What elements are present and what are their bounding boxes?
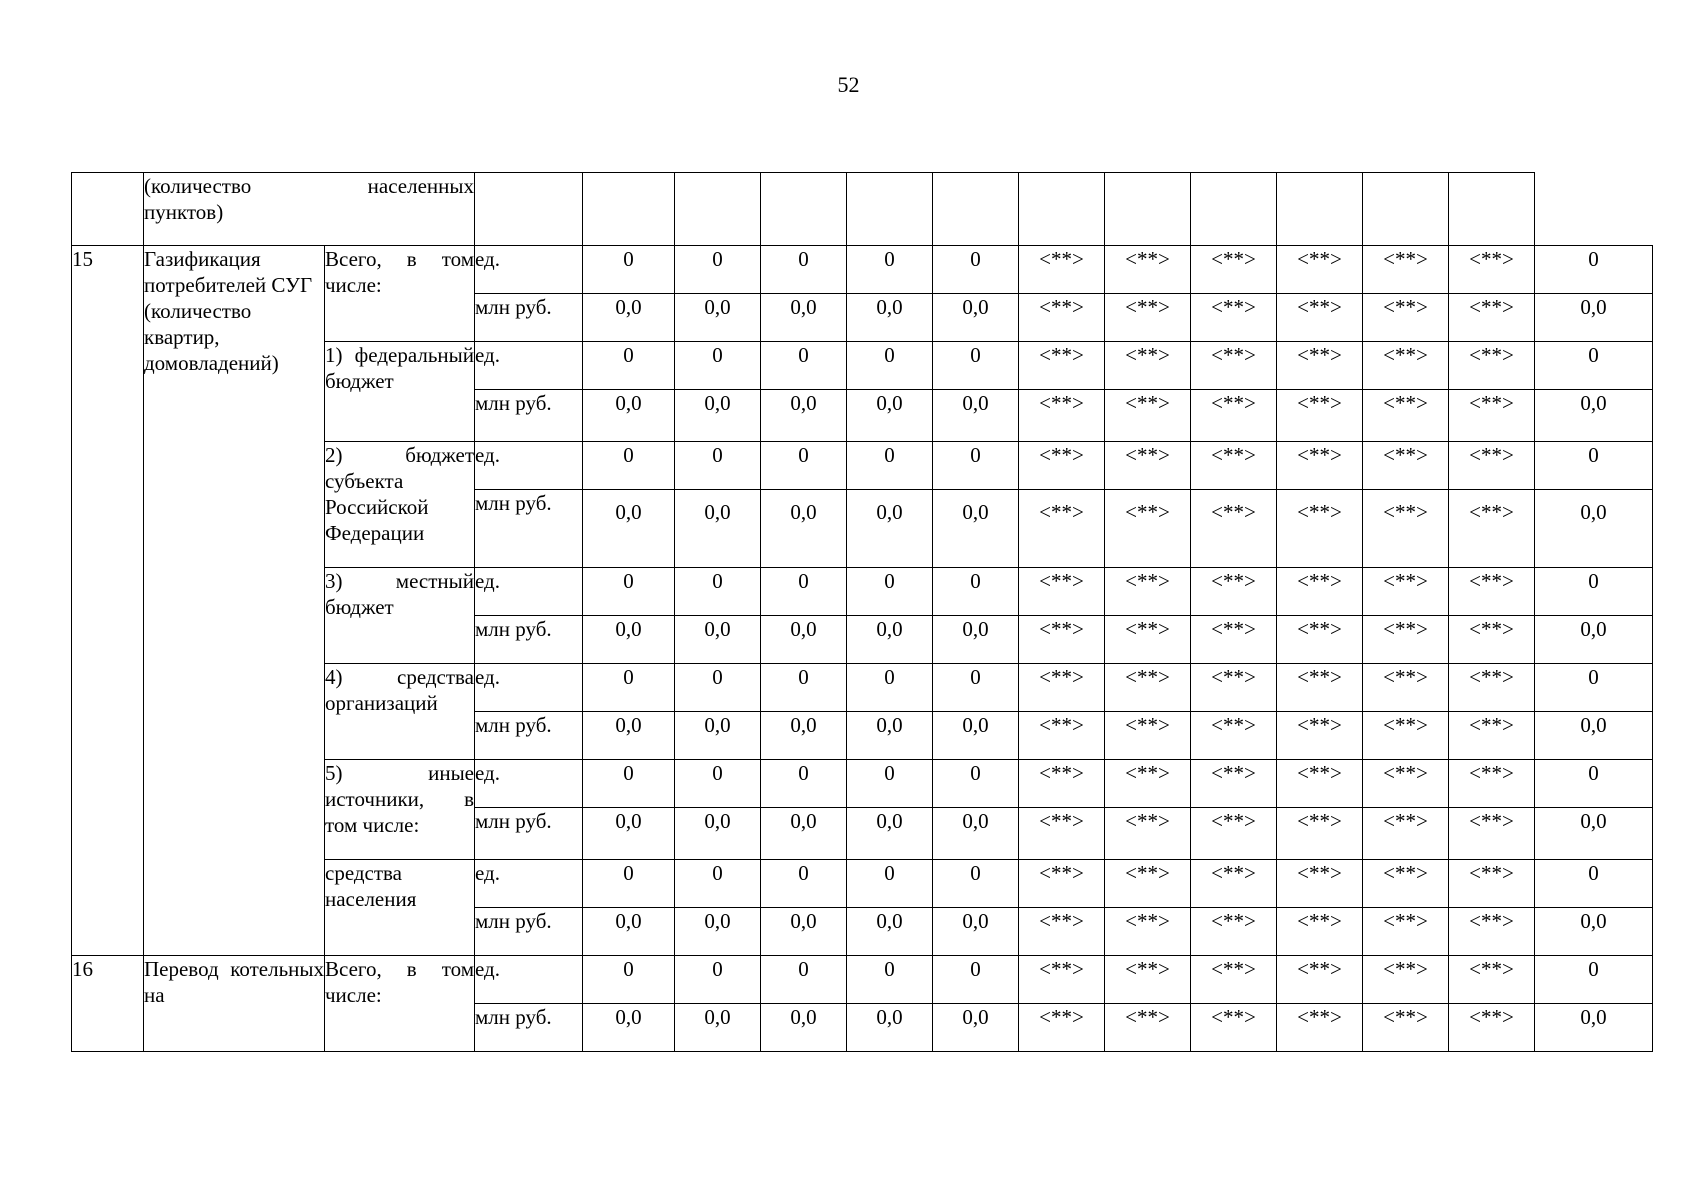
value-cell: <**> [1363,616,1449,664]
value-cell: <**> [1105,956,1191,1004]
page-number: 52 [837,72,860,97]
value-cell: <**> [1277,664,1363,712]
value-cell: <**> [1019,294,1105,342]
value-cell: 0,0 [675,490,761,568]
value-cell: 0,0 [847,908,933,956]
value-cell: 0 [933,760,1019,808]
value-cell: <**> [1019,342,1105,390]
value-cell: 0,0 [847,390,933,442]
value-cell: <**> [1363,390,1449,442]
value-cell: <**> [1105,664,1191,712]
value-cell: <**> [1449,616,1535,664]
value-cell: <**> [1019,760,1105,808]
value-cell: <**> [1191,956,1277,1004]
value-cell: 0,0 [933,294,1019,342]
value-cell [933,173,1019,246]
value-cell: <**> [1363,664,1449,712]
value-cell: <**> [1277,860,1363,908]
unit-cell: млн руб. [475,808,583,860]
value-cell: 0,0 [847,490,933,568]
value-cell: <**> [1277,616,1363,664]
value-cell: 0,0 [675,1004,761,1052]
value-cell: <**> [1019,1004,1105,1052]
value-cell: 0,0 [847,1004,933,1052]
value-cell: <**> [1191,1004,1277,1052]
unit-cell: ед. [475,664,583,712]
value-cell: 0 [675,956,761,1004]
unit-cell: млн руб. [475,616,583,664]
value-cell: 0,0 [675,390,761,442]
unit-cell: млн руб. [475,294,583,342]
continuation-name [144,173,475,246]
value-cell: <**> [1191,664,1277,712]
value-cell: <**> [1105,342,1191,390]
value-cell: 0 [933,246,1019,294]
value-cell: 0 [675,568,761,616]
value-cell: 0 [761,342,847,390]
value-cell [1191,173,1277,246]
value-cell [1363,173,1449,246]
value-cell: <**> [1363,246,1449,294]
value-cell: 0,0 [675,294,761,342]
value-cell: <**> [1277,390,1363,442]
value-cell: <**> [1449,342,1535,390]
value-cell: <**> [1277,808,1363,860]
value-cell: 0 [933,664,1019,712]
value-cell: 0,0 [761,616,847,664]
value-cell: <**> [1191,246,1277,294]
value-cell: 0,0 [933,712,1019,760]
value-cell [1105,173,1191,246]
value-cell: <**> [1019,860,1105,908]
value-cell: <**> [1363,568,1449,616]
value-cell: <**> [1449,1004,1535,1052]
value-cell: 0 [675,342,761,390]
value-cell: <**> [1105,860,1191,908]
value-cell: <**> [1191,712,1277,760]
value-cell [847,173,933,246]
value-cell: 0,0 [583,712,675,760]
value-cell: <**> [1105,246,1191,294]
value-cell: 0,0 [933,808,1019,860]
unit-cell: млн руб. [475,490,583,568]
value-cell: 0,0 [675,808,761,860]
value-cell: 0 [583,860,675,908]
value-cell [675,173,761,246]
value-cell: <**> [1449,246,1535,294]
value-cell: <**> [1277,294,1363,342]
value-cell: <**> [1105,616,1191,664]
funding-source-cell: средства населения [325,860,475,956]
value-cell: 0 [933,860,1019,908]
value-cell: <**> [1277,760,1363,808]
value-cell: 0 [761,568,847,616]
value-cell: 0,0 [1535,1004,1653,1052]
value-cell: 0,0 [583,490,675,568]
value-cell [475,173,583,246]
value-cell: <**> [1277,490,1363,568]
value-cell: 0,0 [1535,908,1653,956]
value-cell: 0,0 [583,1004,675,1052]
value-cell: 0 [761,860,847,908]
value-cell: <**> [1019,808,1105,860]
table-row [72,246,1653,294]
value-cell: <**> [1019,568,1105,616]
value-cell: <**> [1277,246,1363,294]
value-cell: <**> [1449,760,1535,808]
unit-cell: ед. [475,760,583,808]
unit-cell: ед. [475,956,583,1004]
value-cell: <**> [1277,1004,1363,1052]
value-cell [1277,173,1363,246]
funding-source-cell: 5) иные источники, в том числе: [325,760,475,860]
value-cell: <**> [1191,760,1277,808]
value-cell: 0,0 [761,712,847,760]
value-cell: 0,0 [933,390,1019,442]
value-cell: 0 [583,760,675,808]
value-cell: 0 [761,956,847,1004]
value-cell: 0,0 [847,294,933,342]
value-cell: 0 [847,246,933,294]
value-cell: 0,0 [761,490,847,568]
value-cell: <**> [1363,760,1449,808]
value-cell: <**> [1363,908,1449,956]
value-cell: 0 [675,860,761,908]
unit-cell: ед. [475,246,583,294]
value-cell [761,173,847,246]
value-cell: 0,0 [761,1004,847,1052]
value-cell: <**> [1019,442,1105,490]
value-cell: 0,0 [761,908,847,956]
measure-name-cell: Перевод котельных на [144,956,325,1052]
value-cell: 0,0 [583,908,675,956]
value-cell: <**> [1105,390,1191,442]
value-cell: <**> [1449,808,1535,860]
row-number-cell [72,173,144,246]
unit-cell: ед. [475,342,583,390]
value-cell: 0,0 [583,808,675,860]
value-cell: 0 [1535,956,1653,1004]
value-cell: 0 [675,760,761,808]
value-cell: 0 [847,342,933,390]
value-cell: <**> [1191,568,1277,616]
value-cell: 0,0 [933,490,1019,568]
value-cell: <**> [1105,808,1191,860]
funding-source-cell: 3) местный бюджет [325,568,475,664]
value-cell: 0,0 [675,712,761,760]
value-cell: <**> [1363,1004,1449,1052]
value-cell: 0 [933,342,1019,390]
value-cell: 0 [761,664,847,712]
value-cell: <**> [1019,490,1105,568]
value-cell: 0,0 [1535,490,1653,568]
value-cell: <**> [1019,246,1105,294]
value-cell: <**> [1449,294,1535,342]
row-number-cell: 15 [72,246,144,956]
value-cell: <**> [1449,860,1535,908]
value-cell: <**> [1363,294,1449,342]
funding-source-cell: 1) федеральный бюджет [325,342,475,442]
value-cell: 0 [761,760,847,808]
value-cell: 0,0 [847,616,933,664]
value-cell: 0,0 [583,616,675,664]
budget-table [71,172,1653,1052]
funding-source-cell: Всего, в том числе: [325,246,475,342]
value-cell: 0 [1535,760,1653,808]
value-cell: <**> [1277,442,1363,490]
value-cell: <**> [1363,956,1449,1004]
value-cell: 0 [1535,442,1653,490]
value-cell: 0 [847,956,933,1004]
value-cell: 0,0 [933,908,1019,956]
value-cell: 0 [761,246,847,294]
value-cell: <**> [1191,808,1277,860]
value-cell: <**> [1105,490,1191,568]
value-cell: <**> [1105,908,1191,956]
value-cell: <**> [1191,390,1277,442]
value-cell: <**> [1449,956,1535,1004]
measure-name-cell: Газификация потребителей СУГ (количество квартир, домовладений) [144,246,325,956]
value-cell: 0 [583,442,675,490]
unit-cell: ед. [475,860,583,908]
value-cell: 0 [1535,568,1653,616]
value-cell: <**> [1105,294,1191,342]
value-cell: 0 [1535,246,1653,294]
value-cell: 0,0 [1535,390,1653,442]
value-cell: 0 [933,956,1019,1004]
value-cell: 0,0 [675,908,761,956]
value-cell: <**> [1191,294,1277,342]
value-cell: 0 [847,442,933,490]
value-cell: 0,0 [761,294,847,342]
value-cell: <**> [1191,616,1277,664]
unit-cell: ед. [475,568,583,616]
table-row [72,956,1653,1004]
continuation-name-line: пунктов) [144,200,224,224]
unit-cell: ед. [475,442,583,490]
value-cell: 0 [1535,860,1653,908]
value-cell: <**> [1363,490,1449,568]
value-cell: 0 [847,760,933,808]
value-cell: 0 [583,246,675,294]
value-cell: 0,0 [675,616,761,664]
value-cell [1449,173,1535,246]
value-cell: 0 [1535,664,1653,712]
value-cell: <**> [1449,664,1535,712]
value-cell [1019,173,1105,246]
value-cell: <**> [1449,568,1535,616]
value-cell: <**> [1191,490,1277,568]
value-cell: <**> [1105,712,1191,760]
value-cell: <**> [1277,956,1363,1004]
value-cell: 0 [675,246,761,294]
value-cell: <**> [1019,712,1105,760]
value-cell: <**> [1105,442,1191,490]
value-cell: <**> [1019,664,1105,712]
value-cell: 0 [583,664,675,712]
funding-source-cell: Всего, в том числе: [325,956,475,1052]
value-cell: <**> [1363,860,1449,908]
unit-cell: млн руб. [475,390,583,442]
continuation-row [72,173,1653,246]
value-cell: 0 [1535,342,1653,390]
funding-source-cell: 4) средства организаций [325,664,475,760]
value-cell: 0 [933,568,1019,616]
value-cell: <**> [1105,760,1191,808]
value-cell: 0 [675,664,761,712]
value-cell: <**> [1019,616,1105,664]
value-cell: <**> [1191,342,1277,390]
value-cell: 0 [847,664,933,712]
value-cell: <**> [1449,712,1535,760]
value-cell: 0,0 [583,294,675,342]
value-cell: <**> [1191,442,1277,490]
unit-cell: млн руб. [475,908,583,956]
funding-source-cell: 2) бюджет субъекта Российской Федерации [325,442,475,568]
value-cell: 0 [847,568,933,616]
value-cell: <**> [1277,342,1363,390]
value-cell: 0,0 [1535,294,1653,342]
value-cell: <**> [1449,490,1535,568]
value-cell: 0,0 [933,1004,1019,1052]
value-cell: <**> [1105,568,1191,616]
value-cell: 0 [583,342,675,390]
value-cell: 0 [933,442,1019,490]
value-cell: <**> [1363,342,1449,390]
value-cell: <**> [1449,390,1535,442]
value-cell: <**> [1363,808,1449,860]
value-cell: <**> [1019,390,1105,442]
value-cell: <**> [1277,712,1363,760]
continuation-name-line: (количество населенных [144,174,474,198]
value-cell: 0,0 [761,390,847,442]
value-cell: <**> [1191,908,1277,956]
value-cell: 0,0 [1535,616,1653,664]
unit-cell: млн руб. [475,712,583,760]
value-cell: 0,0 [847,808,933,860]
value-cell: <**> [1363,442,1449,490]
value-cell: 0,0 [1535,808,1653,860]
value-cell: 0,0 [583,390,675,442]
value-cell: <**> [1277,568,1363,616]
value-cell: 0 [583,956,675,1004]
value-cell: <**> [1019,908,1105,956]
value-cell: 0,0 [1535,712,1653,760]
value-cell: <**> [1277,908,1363,956]
value-cell [583,173,675,246]
value-cell: 0 [761,442,847,490]
value-cell: <**> [1019,956,1105,1004]
value-cell: 0 [583,568,675,616]
value-cell: <**> [1105,1004,1191,1052]
unit-cell: млн руб. [475,1004,583,1052]
value-cell: <**> [1191,860,1277,908]
value-cell: 0 [675,442,761,490]
value-cell: <**> [1449,442,1535,490]
value-cell: 0,0 [933,616,1019,664]
row-number-cell: 16 [72,956,144,1052]
value-cell: 0 [847,860,933,908]
value-cell: 0,0 [847,712,933,760]
value-cell: <**> [1449,908,1535,956]
value-cell: <**> [1363,712,1449,760]
value-cell: 0,0 [761,808,847,860]
